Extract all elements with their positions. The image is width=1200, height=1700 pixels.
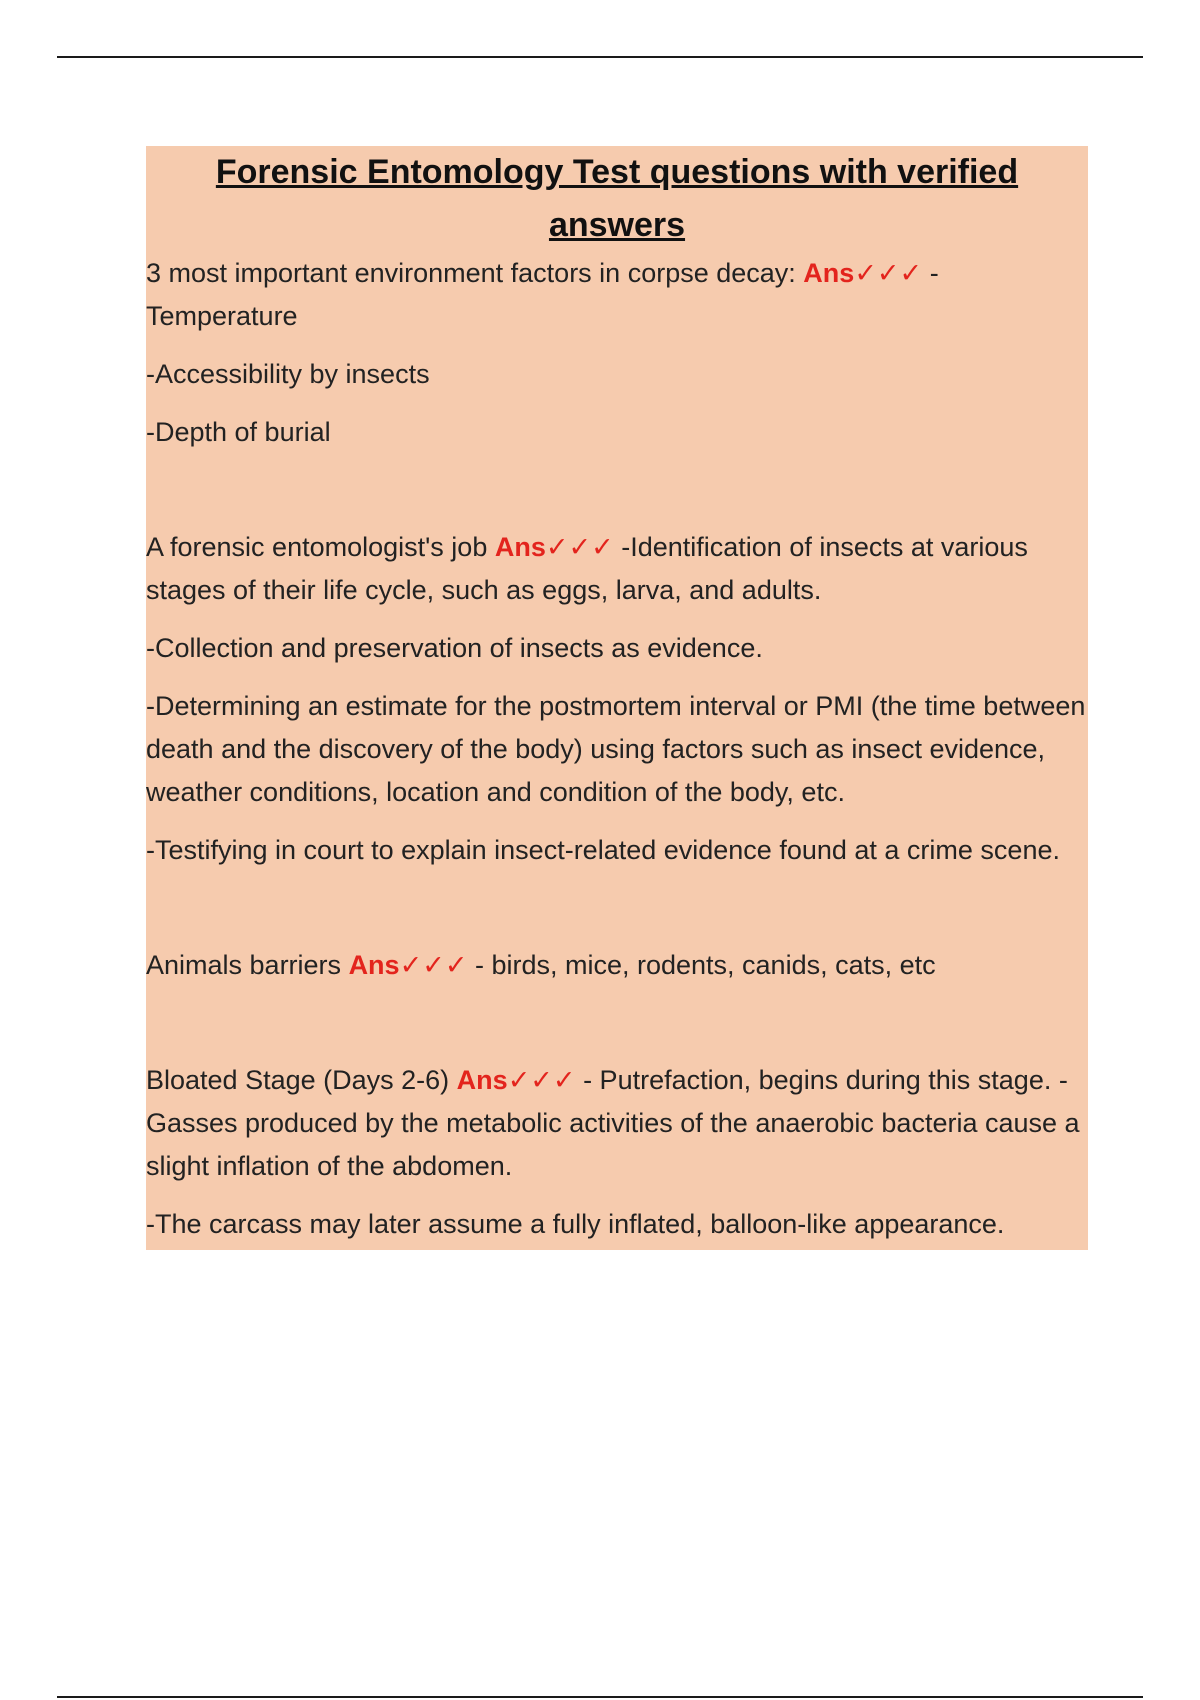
answer-label: Ans	[456, 1065, 508, 1095]
document-body	[146, 146, 1088, 1250]
answer-text: - birds, mice, rodents, canids, cats, etc	[467, 950, 936, 980]
check-icon: ✓✓✓	[854, 258, 923, 288]
header-rule	[57, 56, 1143, 58]
answer-text: -Identification of insects at various stages of their life cycle, such as eggs, larva, and adults.	[146, 532, 1028, 605]
answer-followup: -Testifying in court to explain insect-related evidence found at a crime scene.	[146, 835, 1060, 865]
question-text: 3 most important environment factors in corpse decay:	[146, 258, 804, 288]
question-text: A forensic entomologist's job	[146, 532, 495, 562]
answer-followup: -Depth of burial	[146, 417, 331, 447]
answer-text: -Temperature	[146, 258, 939, 331]
answer-text: - Putrefaction, begins during this stage. -Gasses produced by the metabolic activities of the anaerobic bacteria cause a slight inflation of the abdomen.	[146, 1065, 1080, 1181]
document-title: Forensic Entomology Test questions with verified answers	[215, 153, 1019, 244]
question-item	[146, 526, 1088, 612]
question-text: Bloated Stage (Days 2-6)	[146, 1065, 457, 1095]
answer-label: Ans	[348, 950, 400, 980]
answer-followup: -Collection and preservation of insects as evidence.	[146, 633, 763, 663]
check-icon: ✓✓✓	[545, 532, 614, 562]
spacer	[146, 469, 1088, 526]
question-item	[146, 944, 1088, 987]
answer-label: Ans	[494, 532, 546, 562]
answer-followup: -Accessibility by insects	[146, 359, 430, 389]
check-icon: ✓✓✓	[399, 950, 468, 980]
spacer	[146, 887, 1088, 944]
answer-label: Ans	[803, 258, 855, 288]
check-icon: ✓✓✓	[507, 1065, 576, 1095]
question-text: Animals barriers	[146, 950, 349, 980]
answer-followup: -Determining an estimate for the postmortem interval or PMI (the time between death and the discovery of the body) using factors such as insect evidence, weather conditions, location and condition of the body, etc.	[146, 691, 1086, 807]
question-item	[146, 1059, 1088, 1188]
answer-followup: -The carcass may later assume a fully inflated, balloon-like appearance.	[146, 1209, 1005, 1239]
question-item	[146, 252, 1088, 338]
spacer	[146, 1002, 1088, 1059]
qa-entries	[146, 252, 1088, 1246]
footer-rule	[57, 1696, 1143, 1698]
